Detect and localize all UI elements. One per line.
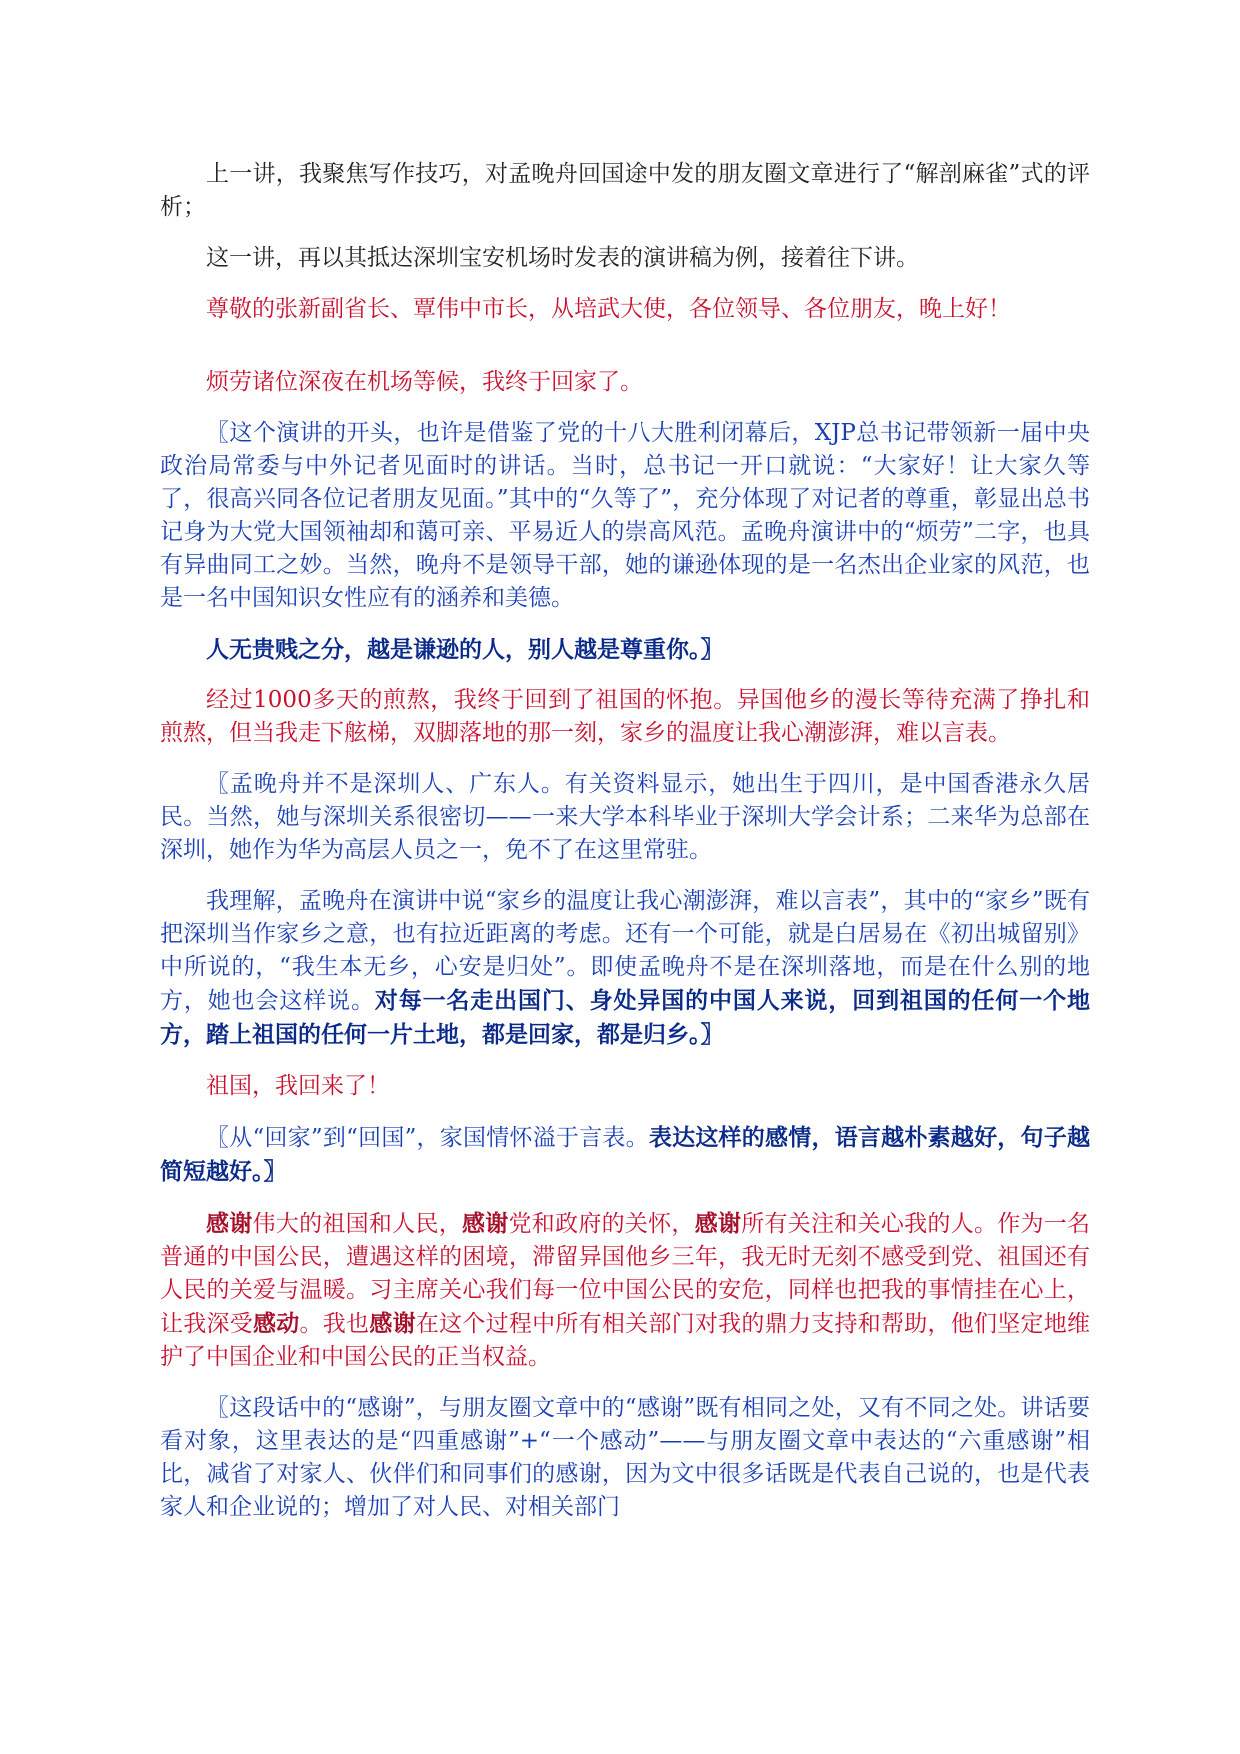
- commentary-emphasis-2: 对每一名走出国门、身处异国的中国人来说，回到祖国的任何一个地方，踏上祖国的任何一片土地，都是回家，都是归乡。〗: [160, 987, 1091, 1048]
- commentary-paragraph-4: [160, 1121, 1090, 1189]
- moved-emphasis: 感动: [253, 1310, 300, 1337]
- intro-paragraph-1: 上一讲，我聚焦写作技巧，对孟晚舟回国途中发的朋友圈文章进行了“解剖麻雀”式的评析；: [160, 161, 1090, 220]
- thanks-emphasis: 感谢: [461, 1210, 509, 1237]
- speech-greeting: 尊敬的张新副省长、覃伟中市长，从培武大使，各位领导、各位朋友，晚上好！: [206, 296, 1011, 322]
- speech-text: 伟大的祖国和人民，: [252, 1211, 462, 1237]
- speech-paragraph-3: 祖国，我回来了！: [206, 1073, 390, 1099]
- commentary-paragraph-1: 〖这个演讲的开头，也许是借鉴了党的十八大胜利闭幕后，XJP总书记带领新一届中央政治局常委与中外记者见面时的讲话。当时，总书记一开口就说：“大家好！让大家久等了，很高兴同各位记者朋友见面。”其中的“久等了”，充分体现了对记者的尊重，彰显出总书记身为大党大国领袖却和蔼可亲、平易近人的崇高风范。孟晚舟演讲中的“烦劳”二字，也具有异曲同工之妙。当然，晚舟不是领导干部，她的谦逊体现的是一名杰出企业家的风范，也是一名中国知识女性应有的涵养和美德。: [160, 420, 1090, 611]
- commentary-emphasis-3: 表达这样的感情，语言越朴素越好，句子越简短越好。〗: [160, 1124, 1090, 1185]
- thanks-emphasis: 感谢: [694, 1210, 742, 1237]
- commentary-text: 我理解，孟晚舟在演讲中说“家乡的温度让我心潮澎湃，难以言表”，其中的“家乡”既有把深圳当作家乡之意，也有拉近距离的考虑。还有一个可能，就是白居易在《初出城留别》中所说的，“我生本无乡，心安是归处”。即使孟晚舟不是在深圳落地，而是在什么别的地方，她也会这样说。: [160, 888, 1090, 1014]
- speech-paragraph-1: 烦劳诸位深夜在机场等候，我终于回家了。: [206, 369, 643, 395]
- commentary-text: 〖从“回家”到“回国”，家国情怀溢于言表。: [206, 1125, 649, 1151]
- speech-text: 在这个过程中所有相关部门对我的鼎力支持和帮助，他们坚定地维护了中国企业和中国公民的正当权益。: [160, 1311, 1091, 1370]
- thanks-emphasis: 感谢: [206, 1210, 253, 1237]
- speech-text: 。我也: [299, 1311, 370, 1337]
- intro-paragraph-2: 这一讲，再以其抵达深圳宝安机场时发表的演讲稿为例，接着往下讲。: [206, 245, 919, 271]
- commentary-emphasis-1: 人无贵贱之分，越是谦逊的人，别人越是尊重你。〗: [206, 636, 724, 663]
- commentary-paragraph-3: [160, 885, 1090, 1052]
- commentary-paragraph-5: 〖这段话中的“感谢”，与朋友圈文章中的“感谢”既有相同之处，又有不同之处。讲话要看对象，这里表达的是“四重感谢”+“一个感动”——与朋友圈文章中表达的“六重感谢”相比，减省了对家人、伙伴们和同事们的感谢，因为文中很多话既是代表自己说的，也是代表家人和企业说的；增加了对人民、对相关部门: [160, 1395, 1090, 1520]
- commentary-paragraph-2: 〖孟晚舟并不是深圳人、广东人。有关资料显示，她出生于四川，是中国香港永久居民。当然，她与深圳关系很密切——一来大学本科毕业于深圳大学会计系；二来华为总部在深圳，她作为华为高层人员之一，免不了在这里常驻。: [160, 771, 1090, 863]
- speech-text: 党和政府的关怀，: [508, 1211, 695, 1237]
- thanks-emphasis: 感谢: [369, 1310, 416, 1337]
- speech-text: 所有关注和关心我的人。作为一名普通的中国公民，遭遇这样的困境，滞留异国他乡三年，我无时无刻不感受到党、祖国还有人民的关爱与温暖。习主席关心我们每一位中国公民的安危，同样也把我的事情挂在心上，让我深受: [160, 1211, 1091, 1337]
- speech-paragraph-4: [160, 1207, 1090, 1374]
- speech-paragraph-2: 经过1000多天的煎熬，我终于回到了祖国的怀抱。异国他乡的漫长等待充满了挣扎和煎熬，但当我走下舷梯，双脚落地的那一刻，家乡的温度让我心潮澎湃，难以言表。: [160, 687, 1090, 746]
